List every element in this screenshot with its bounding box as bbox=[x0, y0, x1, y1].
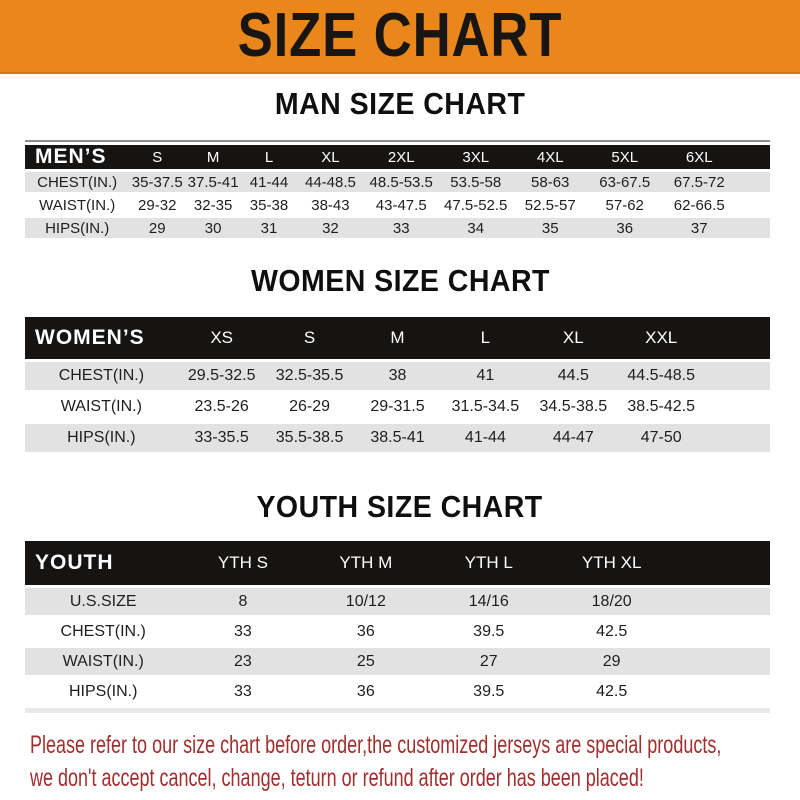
size-value-cell: 29 bbox=[550, 648, 673, 675]
table-row bbox=[25, 618, 770, 645]
size-value-cell: 33 bbox=[181, 618, 304, 645]
size-column-header: L bbox=[441, 317, 529, 359]
row-label: U.S.SIZE bbox=[25, 588, 181, 615]
size-value-cell: 8 bbox=[181, 588, 304, 615]
row-label: WAIST(IN.) bbox=[25, 393, 178, 421]
size-column-header: 3XL bbox=[438, 145, 513, 169]
size-column-header: YTH S bbox=[181, 541, 304, 585]
table-header-row bbox=[25, 145, 770, 169]
size-value-cell: 36 bbox=[304, 678, 427, 705]
size-chart-banner bbox=[0, 0, 800, 74]
table-row bbox=[25, 218, 770, 238]
table-header-row bbox=[25, 541, 770, 585]
women-section-heading-text: WOMEN SIZE CHART bbox=[250, 263, 550, 298]
size-value-cell: 32.5-35.5 bbox=[266, 362, 354, 390]
size-value-cell: 44-47 bbox=[529, 424, 617, 452]
table-row bbox=[25, 172, 770, 192]
size-value-cell: 43-47.5 bbox=[364, 195, 439, 215]
size-value-cell: 41-44 bbox=[441, 424, 529, 452]
size-value-cell: 33 bbox=[364, 218, 439, 238]
size-value-cell: 26-29 bbox=[266, 393, 354, 421]
row-spacer bbox=[673, 678, 770, 705]
man-size-section bbox=[0, 88, 800, 241]
row-label: HIPS(IN.) bbox=[25, 678, 181, 705]
table-header-label: WOMEN’S bbox=[25, 317, 178, 359]
row-spacer bbox=[673, 648, 770, 675]
women-size-table bbox=[25, 314, 770, 455]
table-row bbox=[25, 362, 770, 390]
size-column-header: S bbox=[266, 317, 354, 359]
size-value-cell: 35 bbox=[513, 218, 588, 238]
size-value-cell: 38-43 bbox=[297, 195, 364, 215]
table-row bbox=[25, 588, 770, 615]
size-value-cell: 23 bbox=[181, 648, 304, 675]
size-value-cell: 29 bbox=[129, 218, 185, 238]
table-row bbox=[25, 393, 770, 421]
header-spacer bbox=[673, 541, 770, 585]
size-value-cell: 44.5 bbox=[529, 362, 617, 390]
size-column-header: YTH L bbox=[427, 541, 550, 585]
size-value-cell: 44.5-48.5 bbox=[617, 362, 705, 390]
man-section-heading bbox=[0, 88, 800, 120]
size-column-header: L bbox=[241, 145, 297, 169]
row-label: CHEST(IN.) bbox=[25, 172, 129, 192]
size-value-cell: 42.5 bbox=[550, 678, 673, 705]
order-notice bbox=[30, 729, 800, 795]
row-spacer bbox=[736, 172, 770, 192]
size-column-header: XL bbox=[297, 145, 364, 169]
women-table-wrap bbox=[25, 314, 770, 455]
size-column-header: M bbox=[185, 145, 241, 169]
size-value-cell: 58-63 bbox=[513, 172, 588, 192]
row-label: CHEST(IN.) bbox=[25, 362, 178, 390]
table-row bbox=[25, 424, 770, 452]
size-column-header: S bbox=[129, 145, 185, 169]
size-value-cell: 30 bbox=[185, 218, 241, 238]
size-column-header: YTH XL bbox=[550, 541, 673, 585]
youth-table-wrap bbox=[25, 538, 770, 708]
size-value-cell: 48.5-53.5 bbox=[364, 172, 439, 192]
order-notice-line2: we don't accept cancel, change, teturn or refund after order has been placed! bbox=[30, 764, 644, 792]
order-notice-line1: Please refer to our size chart before order,the customized jerseys are special products, bbox=[30, 731, 722, 759]
row-spacer bbox=[705, 424, 770, 452]
row-spacer bbox=[736, 195, 770, 215]
size-value-cell: 29.5-32.5 bbox=[178, 362, 266, 390]
table-row bbox=[25, 195, 770, 215]
size-column-header: M bbox=[354, 317, 442, 359]
size-value-cell: 35-38 bbox=[241, 195, 297, 215]
youth-section-heading-text: YOUTH SIZE CHART bbox=[256, 489, 544, 524]
size-value-cell: 27 bbox=[427, 648, 550, 675]
size-value-cell: 34 bbox=[438, 218, 513, 238]
man-section-heading-text: MAN SIZE CHART bbox=[274, 86, 526, 121]
header-spacer bbox=[705, 317, 770, 359]
women-section-heading bbox=[0, 265, 800, 297]
row-label: CHEST(IN.) bbox=[25, 618, 181, 645]
size-value-cell: 29-32 bbox=[129, 195, 185, 215]
size-column-header: 4XL bbox=[513, 145, 588, 169]
size-column-header: 5XL bbox=[587, 145, 662, 169]
size-value-cell: 37 bbox=[662, 218, 737, 238]
size-value-cell: 53.5-58 bbox=[438, 172, 513, 192]
size-value-cell: 29-31.5 bbox=[354, 393, 442, 421]
size-value-cell: 31.5-34.5 bbox=[441, 393, 529, 421]
size-value-cell: 33 bbox=[181, 678, 304, 705]
size-value-cell: 39.5 bbox=[427, 618, 550, 645]
row-spacer bbox=[705, 362, 770, 390]
size-value-cell: 42.5 bbox=[550, 618, 673, 645]
size-value-cell: 38 bbox=[354, 362, 442, 390]
size-value-cell: 44-48.5 bbox=[297, 172, 364, 192]
size-value-cell: 47-50 bbox=[617, 424, 705, 452]
size-value-cell: 67.5-72 bbox=[662, 172, 737, 192]
row-label: HIPS(IN.) bbox=[25, 218, 129, 238]
size-value-cell: 32-35 bbox=[185, 195, 241, 215]
header-spacer bbox=[736, 145, 770, 169]
table-header-label: YOUTH bbox=[25, 541, 181, 585]
size-value-cell: 52.5-57 bbox=[513, 195, 588, 215]
size-value-cell: 37.5-41 bbox=[185, 172, 241, 192]
table-header-label: MEN’S bbox=[25, 145, 129, 169]
size-value-cell: 36 bbox=[587, 218, 662, 238]
row-spacer bbox=[736, 218, 770, 238]
banner-title: SIZE CHART bbox=[237, 1, 563, 70]
size-value-cell: 35-37.5 bbox=[129, 172, 185, 192]
table-row bbox=[25, 648, 770, 675]
size-column-header: 6XL bbox=[662, 145, 737, 169]
size-value-cell: 31 bbox=[241, 218, 297, 238]
size-value-cell: 35.5-38.5 bbox=[266, 424, 354, 452]
men-size-table bbox=[25, 142, 770, 241]
youth-table-bottom-strip bbox=[25, 708, 770, 713]
size-value-cell: 34.5-38.5 bbox=[529, 393, 617, 421]
size-column-header: XL bbox=[529, 317, 617, 359]
youth-size-table bbox=[25, 538, 770, 708]
table-header-row bbox=[25, 317, 770, 359]
row-label: WAIST(IN.) bbox=[25, 648, 181, 675]
table-row bbox=[25, 678, 770, 705]
row-spacer bbox=[673, 588, 770, 615]
women-size-section bbox=[0, 265, 800, 455]
size-value-cell: 23.5-26 bbox=[178, 393, 266, 421]
size-column-header: XXL bbox=[617, 317, 705, 359]
size-column-header: XS bbox=[178, 317, 266, 359]
row-label: WAIST(IN.) bbox=[25, 195, 129, 215]
size-value-cell: 47.5-52.5 bbox=[438, 195, 513, 215]
size-value-cell: 33-35.5 bbox=[178, 424, 266, 452]
size-value-cell: 63-67.5 bbox=[587, 172, 662, 192]
size-value-cell: 38.5-41 bbox=[354, 424, 442, 452]
youth-size-section bbox=[0, 491, 800, 713]
size-value-cell: 14/16 bbox=[427, 588, 550, 615]
size-value-cell: 32 bbox=[297, 218, 364, 238]
size-column-header: 2XL bbox=[364, 145, 439, 169]
size-value-cell: 36 bbox=[304, 618, 427, 645]
size-value-cell: 10/12 bbox=[304, 588, 427, 615]
youth-section-heading bbox=[0, 491, 800, 523]
size-value-cell: 62-66.5 bbox=[662, 195, 737, 215]
size-column-header: YTH M bbox=[304, 541, 427, 585]
size-value-cell: 57-62 bbox=[587, 195, 662, 215]
men-table-wrap bbox=[25, 142, 770, 241]
size-value-cell: 18/20 bbox=[550, 588, 673, 615]
size-value-cell: 25 bbox=[304, 648, 427, 675]
size-value-cell: 41-44 bbox=[241, 172, 297, 192]
row-spacer bbox=[673, 618, 770, 645]
row-spacer bbox=[705, 393, 770, 421]
size-value-cell: 39.5 bbox=[427, 678, 550, 705]
row-label: HIPS(IN.) bbox=[25, 424, 178, 452]
size-value-cell: 38.5-42.5 bbox=[617, 393, 705, 421]
size-value-cell: 41 bbox=[441, 362, 529, 390]
